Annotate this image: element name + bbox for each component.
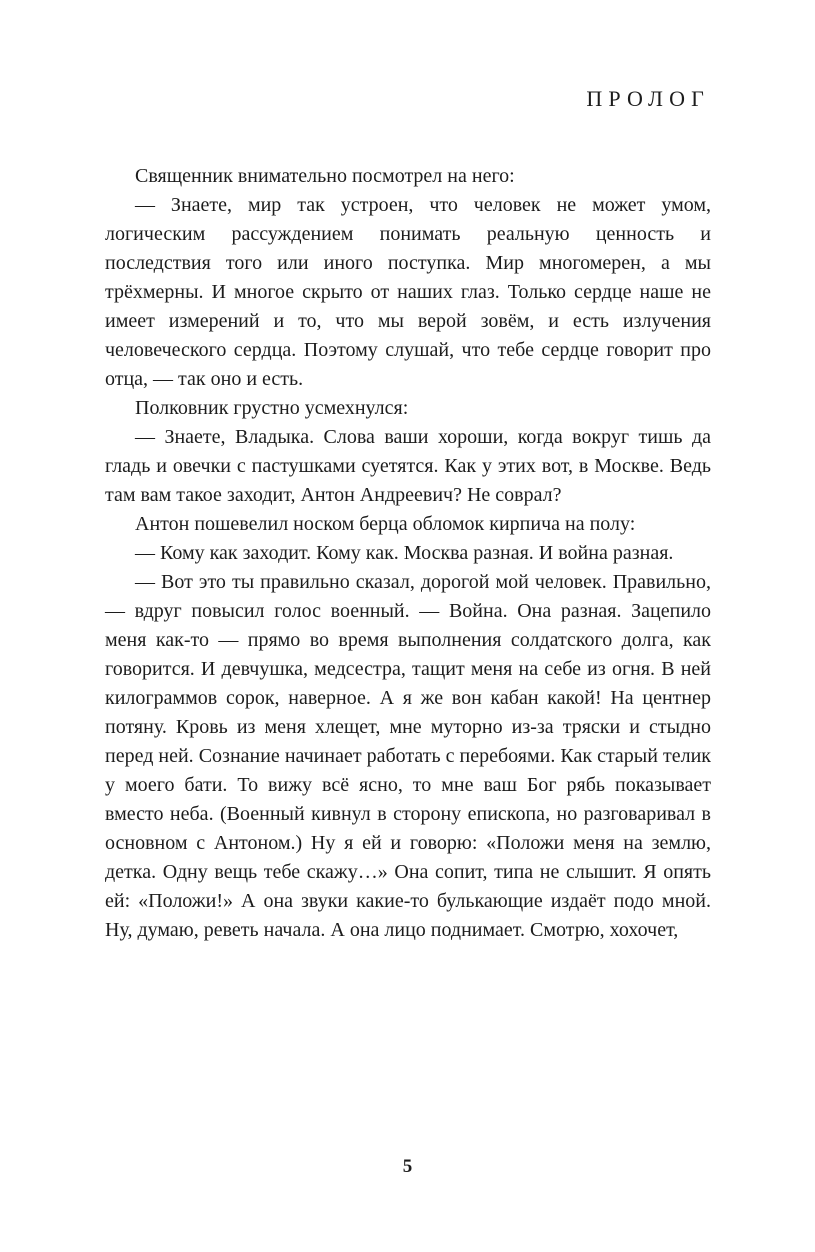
- paragraph: — Знаете, мир так устроен, что человек не может умом, логическим рассуждением понимать реальную ценность и последствия того или иного поступка. Мир многомерен, а мы трёхмерны. И многое скрыто от наших глаз. Только сердце наше не имеет измерений и то, что мы верой зовём, и есть излучения человеческого сердца. Поэтому слушай, что тебе сердце говорит про отца, — так оно и есть.: [105, 194, 711, 390]
- paragraph: — Кому как заходит. Кому как. Москва разная. И война разная.: [135, 542, 674, 564]
- chapter-title: ПРОЛОГ: [586, 86, 710, 111]
- paragraph: Антон пошевелил носком берца обломок кирпича на полу:: [135, 513, 636, 535]
- paragraph: — Знаете, Владыка. Слова ваши хороши, когда вокруг тишь да гладь и овечки с пастушками суетятся. Как у этих вот, в Москве. Ведь там вам такое заходит, Антон Андреевич? Не соврал?: [105, 426, 711, 506]
- text-block: [105, 162, 711, 945]
- paragraph: Полковник грустно усмехнулся:: [135, 397, 409, 419]
- paragraph: Священник внимательно посмотрел на него:: [135, 165, 515, 187]
- page-number: 5: [402, 1156, 413, 1177]
- paragraph: — Вот это ты правильно сказал, дорогой мой человек. Правильно, — вдруг повысил голос военный. — Война. Она разная. Зацепило меня как-то — прямо во время выполнения солдатского долга, как говорится. И девчушка, медсестра, тащит меня на себе из огня. В ней килограммов сорок, наверное. А я же вон кабан какой! На центнер потяну. Кровь из меня хлещет, мне муторно из-за тряски и стыдно перед ней. Сознание начинает работать с перебоями. Как старый телик у моего бати. То вижу всё ясно, то мне ваш Бог рябь показывает вместо неба. (Военный кивнул в сторону епископа, но разговаривал в основном с Антоном.) Ну я ей и говорю: «Положи меня на землю, детка. Одну вещь тебе скажу…» Она сопит, типа не слышит. Я опять ей: «Положи!» А она звуки какие-то булькающие издаёт подо мной. Ну, думаю, реветь начала. А она лицо поднимает. Смотрю, хохочет,: [105, 571, 711, 941]
